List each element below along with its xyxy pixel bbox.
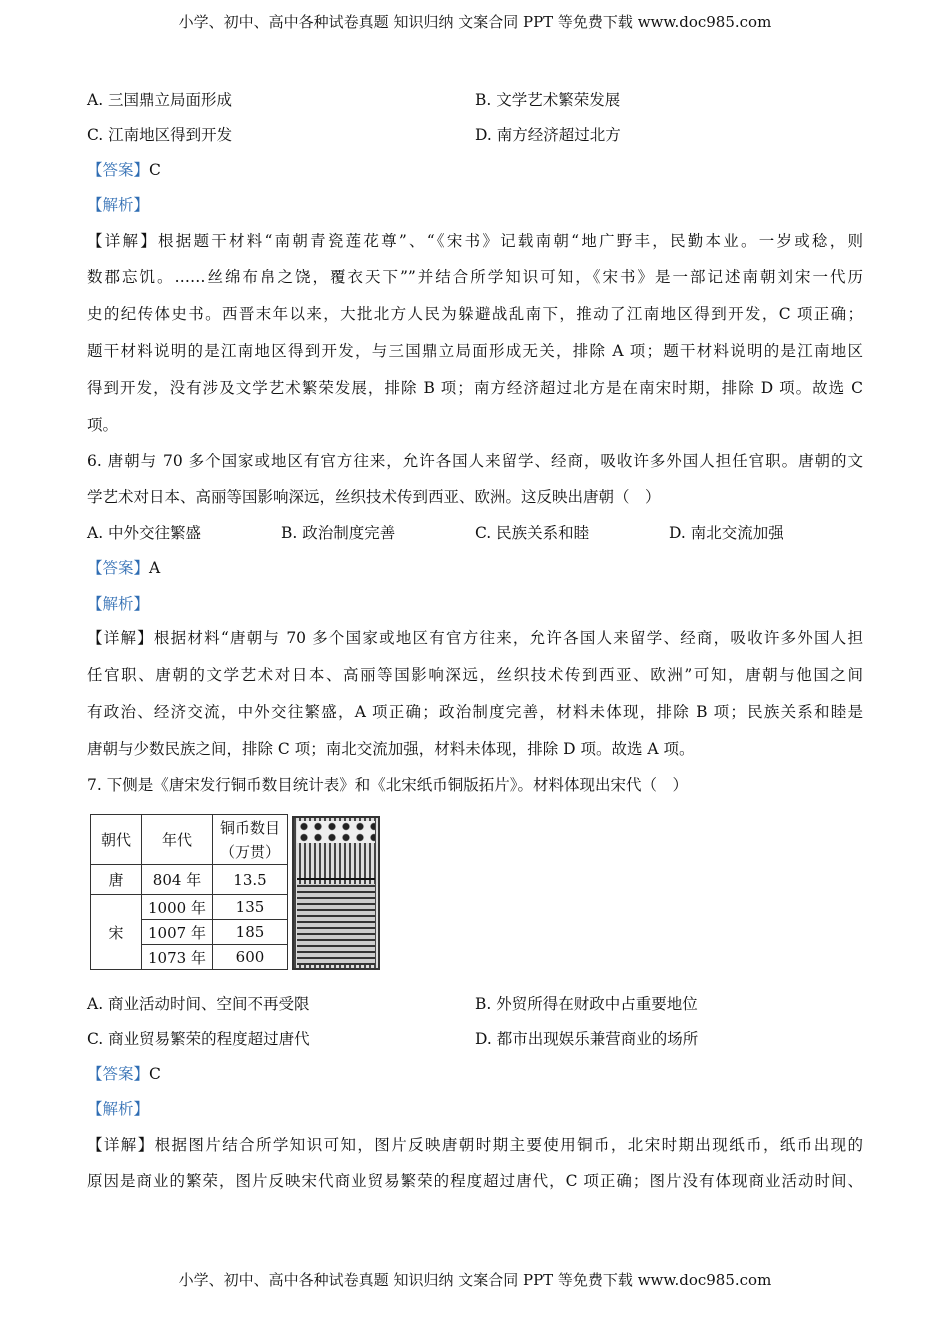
q6-detail-line: 唐朝与少数民族之间，排除 C 项；南北交流加强，材料未体现，排除 D 项。故选 A 项。 <box>87 740 695 758</box>
q5-option-a: A. 三国鼎立局面形成 <box>87 91 233 109</box>
copper-coin-table <box>90 814 288 970</box>
q7-stem: 7. 下侧是《唐宋发行铜币数目统计表》和《北宋纸币铜版拓片》。材料体现出宋代（ ） <box>87 776 688 794</box>
q6-detail-line: 有政治、经济交流，中外交往繁盛，A 项正确；政治制度完善，材料未体现，排除 B 项；民族关系和睦是 <box>87 703 863 721</box>
answer-label: 【答案】 <box>87 559 150 577</box>
q7-option-d: D. 都市出现娱乐兼营商业的场所 <box>475 1030 699 1048</box>
q5-detail-line: 得到开发，没有涉及文学艺术繁荣发展，排除 B 项；南方经济超过北方是在南宋时期，排除 D 项。故选 C <box>87 379 863 397</box>
q5-detail-line: 数郡忘饥。……丝绵布帛之饶，覆衣天下””并结合所学知识可知，《宋书》是一部记述南朝刘宋一代历 <box>87 268 863 286</box>
q7-option-a: A. 商业活动时间、空间不再受限 <box>87 995 310 1013</box>
q5-detail-line: 史的纪传体史书。西晋末年以来，大批北方人民为躲避战乱南下，推动了江南地区得到开发，C 项正确； <box>87 305 863 323</box>
q6-option-d: D. 南北交流加强 <box>669 524 784 542</box>
q5-option-b: B. 文学艺术繁荣发展 <box>475 91 621 109</box>
q6-option-b: B. 政治制度完善 <box>281 524 396 542</box>
q6-detail-line: 【详解】根据材料“唐朝与 70 多个国家或地区有官方往来，允许各国人来留学、经商，吸收许多外国人担 <box>87 629 863 647</box>
header-coins: 铜币数目 （万贯） <box>213 815 288 865</box>
q5-detail-line: 【详解】根据题干材料“南朝青瓷莲花尊”、“《宋书》记载南朝“地广野丰，民勤本业。一岁或稔，则 <box>87 232 863 250</box>
value-cell: 185 <box>213 920 288 945</box>
q5-detail-line: 题干材料说明的是江南地区得到开发，与三国鼎立局面形成无关，排除 A 项；题干材料说明的是江南地区 <box>87 342 863 360</box>
q6-option-c: C. 民族关系和睦 <box>475 524 590 542</box>
q7-detail-line: 【详解】根据图片结合所学知识可知，图片反映唐朝时期主要使用铜币，北宋时期出现纸币，纸币出现的 <box>87 1136 863 1154</box>
answer-label: 【答案】 <box>87 1065 150 1083</box>
answer-label: 【答案】 <box>87 161 150 179</box>
answer-value: A <box>149 559 161 577</box>
q6-answer <box>87 558 863 578</box>
year-cell: 1073 年 <box>142 945 213 970</box>
year-cell: 1000 年 <box>142 895 213 920</box>
q5-option-c: C. 江南地区得到开发 <box>87 126 233 144</box>
header-dynasty: 朝代 <box>91 815 142 865</box>
q5-detail-line: 项。 <box>87 416 119 434</box>
q5-answer <box>87 160 863 180</box>
value-cell: 600 <box>213 945 288 970</box>
q6-analysis-label: 【解析】 <box>87 595 150 613</box>
q7-answer <box>87 1064 863 1084</box>
value-cell: 13.5 <box>213 865 288 895</box>
answer-value: C <box>149 161 161 179</box>
header-year: 年代 <box>142 815 213 865</box>
year-cell: 1007 年 <box>142 920 213 945</box>
page-footer: 小学、初中、高中各种试卷真题 知识归纳 文案合同 PPT 等免费下载 www.doc985.com <box>178 1271 772 1289</box>
dynasty-cell: 宋 <box>91 895 142 970</box>
answer-value: C <box>149 1065 161 1083</box>
q6-stem-line: 6. 唐朝与 70 多个国家或地区有官方往来，允许各国人来留学、经商，吸收许多外国人担任官职。唐朝的文 <box>87 452 863 470</box>
q7-detail-line: 原因是商业的繁荣，图片反映宋代商业贸易繁荣的程度超过唐代，C 项正确；图片没有体现商业活动时间、 <box>87 1172 863 1190</box>
q6-option-a: A. 中外交往繁盛 <box>87 524 202 542</box>
q5-analysis-label: 【解析】 <box>87 196 150 214</box>
q5-option-d: D. 南方经济超过北方 <box>475 126 621 144</box>
dynasty-cell: 唐 <box>91 865 142 895</box>
page-header: 小学、初中、高中各种试卷真题 知识归纳 文案合同 PPT 等免费下载 www.doc985.com <box>178 13 772 31</box>
q7-option-c: C. 商业贸易繁荣的程度超过唐代 <box>87 1030 310 1048</box>
q7-analysis-label: 【解析】 <box>87 1100 150 1118</box>
q7-option-b: B. 外贸所得在财政中占重要地位 <box>475 995 698 1013</box>
value-cell: 135 <box>213 895 288 920</box>
year-cell: 804 年 <box>142 865 213 895</box>
paper-money-rubbing-image <box>292 816 380 970</box>
q6-detail-line: 任官职、唐朝的文学艺术对日本、高丽等国影响深远，丝织技术传到西亚、欧洲”可知，唐朝与他国之间 <box>87 666 863 684</box>
q6-stem-line: 学艺术对日本、高丽等国影响深远，丝织技术传到西亚、欧洲。这反映出唐朝（ ） <box>87 488 661 506</box>
